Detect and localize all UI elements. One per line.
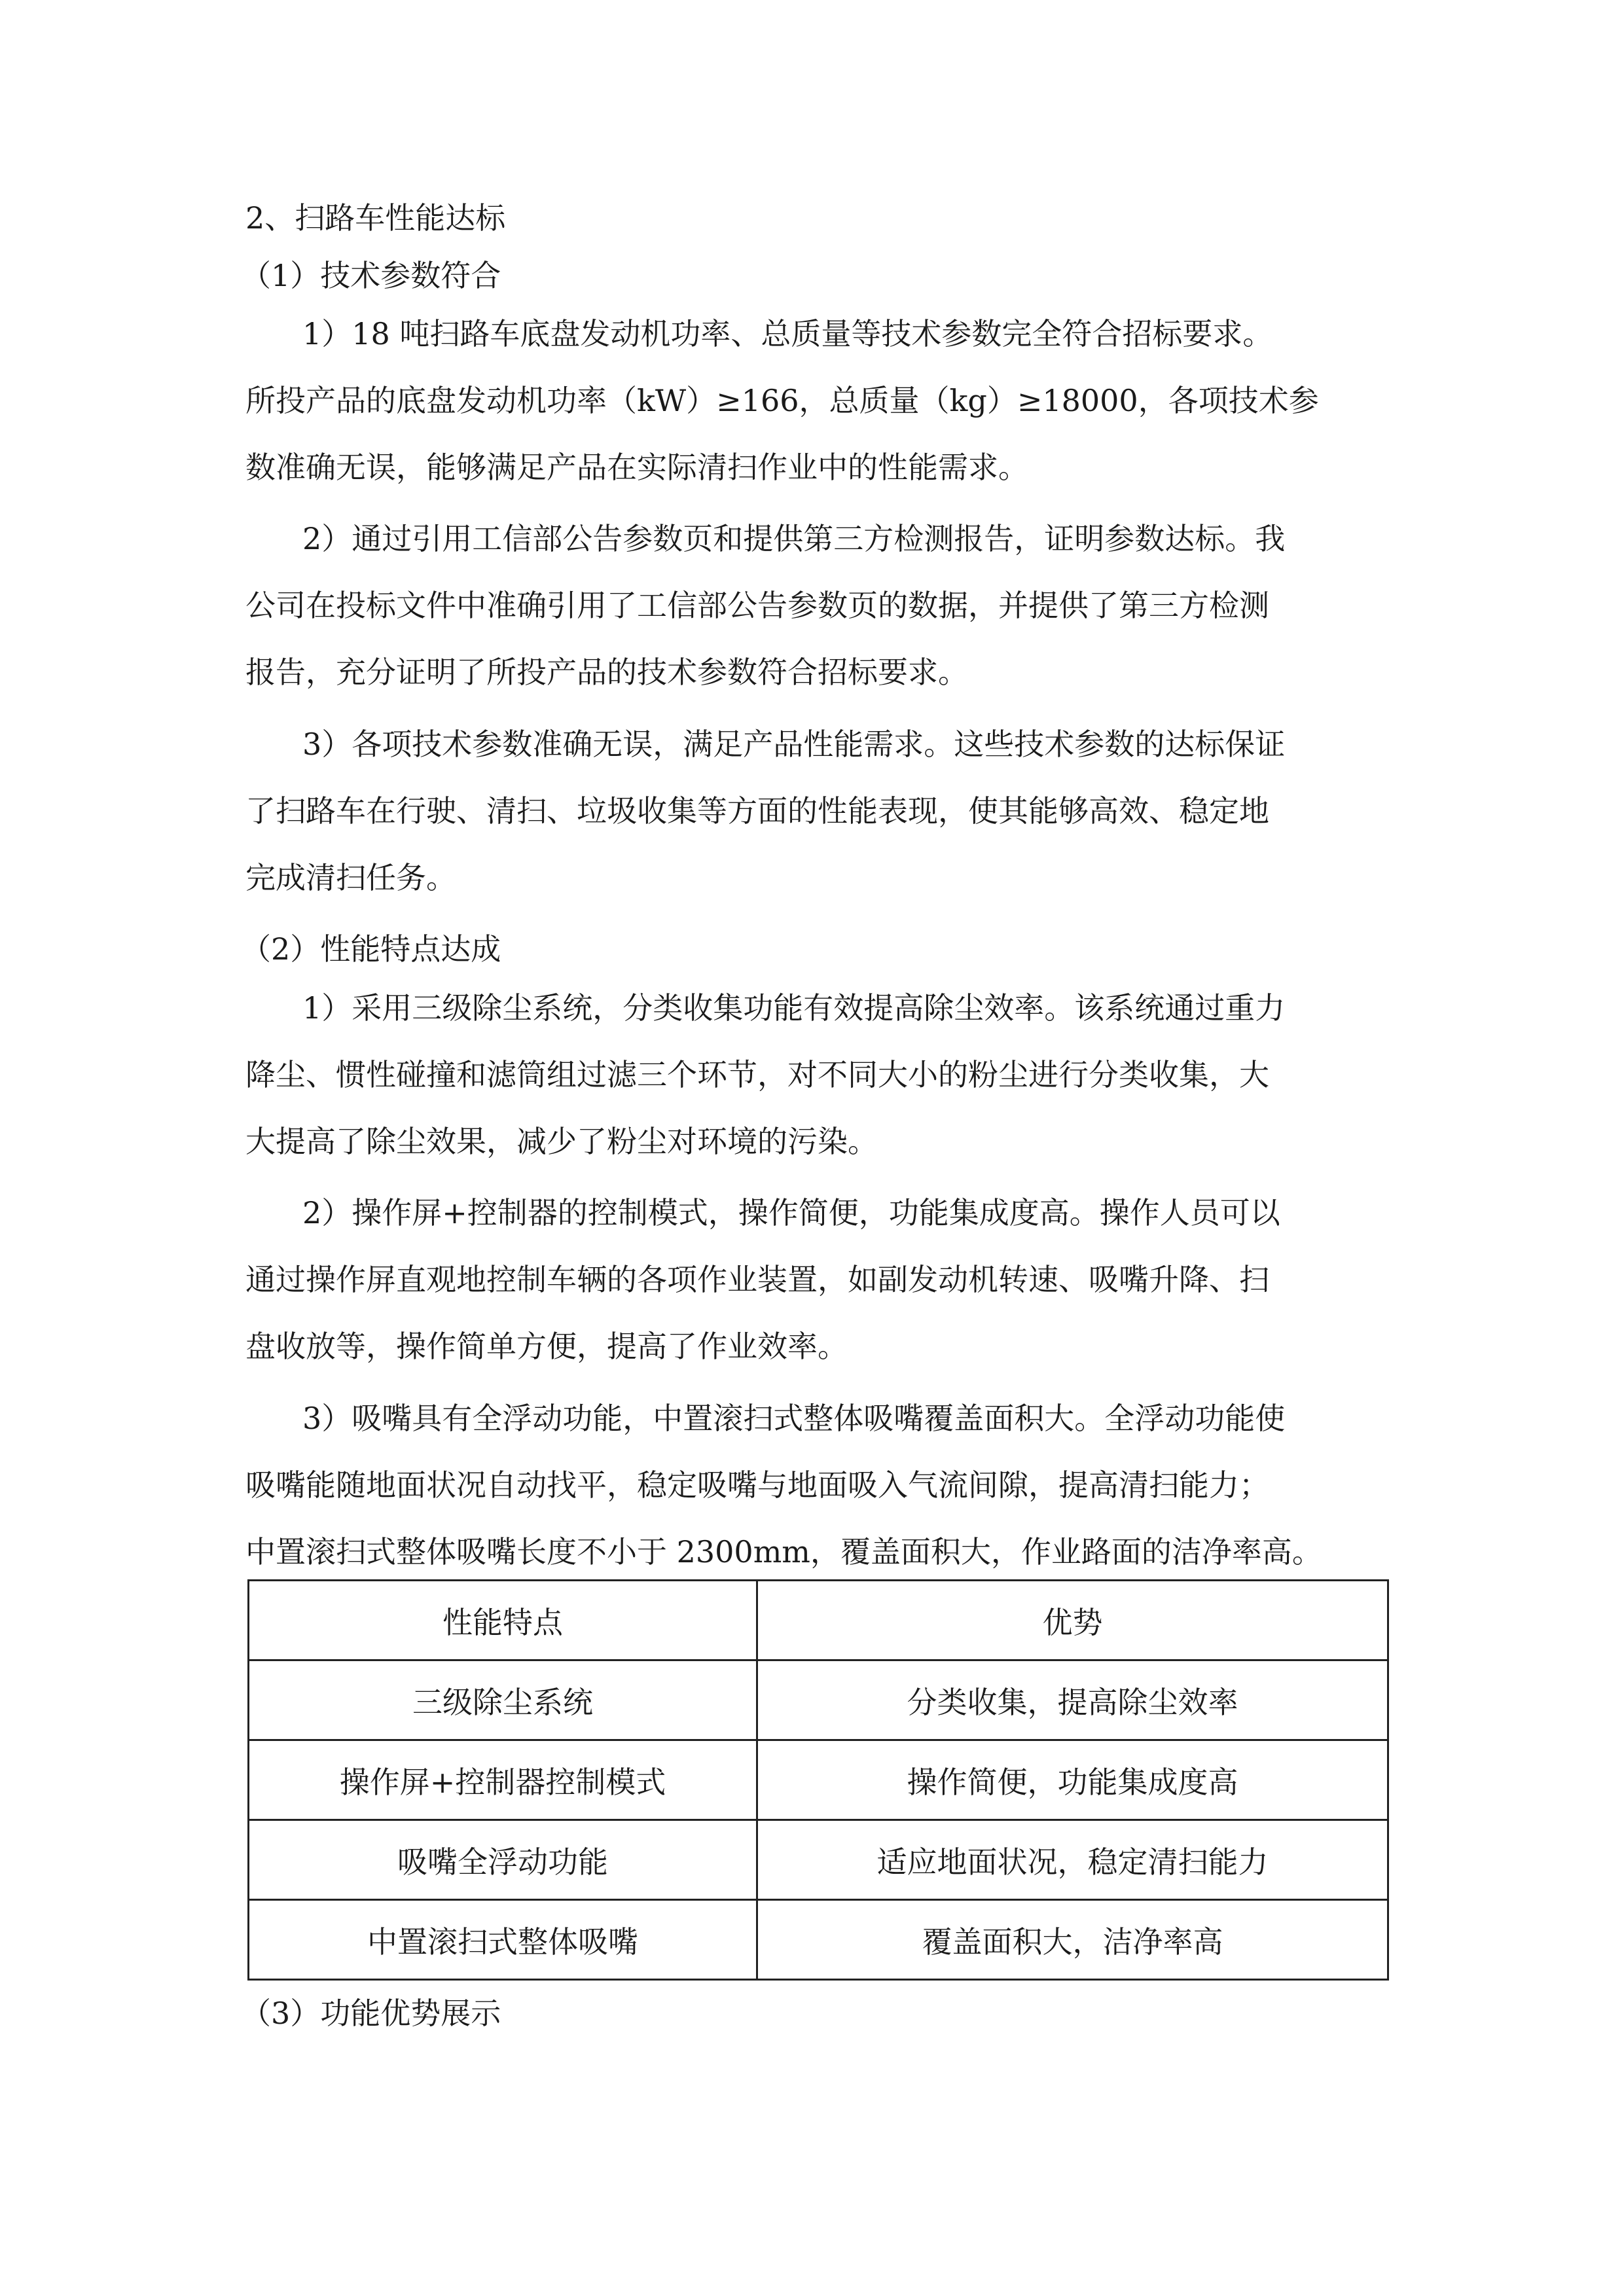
paragraph-line: 数准确无误，能够满足产品在实际清扫作业中的性能需求。 [245, 450, 1028, 485]
paragraph-line: 3）吸嘴具有全浮动功能，中置滚扫式整体吸嘴覆盖面积大。全浮动功能使 [302, 1401, 1286, 1436]
paragraph-line: 大提高了除尘效果，减少了粉尘对环境的污染。 [245, 1124, 878, 1159]
table-cell: 三级除尘系统 [249, 1660, 757, 1740]
paragraph-line: 所投产品的底盘发动机功率（kW）≥166，总质量（kg）≥18000，各项技术参 [245, 383, 1319, 418]
paragraph-line: 完成清扫任务。 [245, 860, 456, 895]
subsection-heading-2: （2）性能特点达成 [241, 931, 501, 967]
table-cell: 中置滚扫式整体吸嘴 [249, 1900, 757, 1980]
paragraph-line: 2）通过引用工信部公告参数页和提供第三方检测报告，证明参数达标。我 [302, 521, 1286, 556]
subsection-heading-1: （1）技术参数符合 [241, 258, 501, 293]
paragraph-line: 报告，充分证明了所投产品的技术参数符合招标要求。 [245, 655, 968, 690]
feature-table [247, 1579, 1389, 1981]
table-row [249, 1900, 1388, 1980]
paragraph-line: 吸嘴能随地面状况自动找平，稳定吸嘴与地面吸入气流间隙，提高清扫能力； [245, 1467, 1269, 1503]
paragraph-line: 降尘、惯性碰撞和滤筒组过滤三个环节，对不同大小的粉尘进行分类收集，大 [245, 1057, 1269, 1092]
table-header-cell: 性能特点 [249, 1581, 757, 1660]
table-header-cell: 优势 [757, 1581, 1388, 1660]
table-cell: 操作简便，功能集成度高 [757, 1740, 1388, 1820]
paragraph-line: 1）采用三级除尘系统，分类收集功能有效提高除尘效率。该系统通过重力 [302, 990, 1286, 1026]
table-cell: 操作屏+控制器控制模式 [249, 1740, 757, 1820]
paragraph-line: 通过操作屏直观地控制车辆的各项作业装置，如副发动机转速、吸嘴升降、扫 [245, 1262, 1269, 1297]
table-cell: 适应地面状况，稳定清扫能力 [757, 1820, 1388, 1900]
paragraph-line: 2）操作屏+控制器的控制模式，操作简便，功能集成度高。操作人员可以 [302, 1195, 1280, 1230]
table-cell: 分类收集，提高除尘效率 [757, 1660, 1388, 1740]
paragraph-line: 中置滚扫式整体吸嘴长度不小于 2300mm，覆盖面积大，作业路面的洁净率高。 [245, 1534, 1322, 1570]
paragraph-line: 3）各项技术参数准确无误，满足产品性能需求。这些技术参数的达标保证 [302, 726, 1286, 762]
table-row [249, 1820, 1388, 1900]
table-cell: 吸嘴全浮动功能 [249, 1820, 757, 1900]
section-title: 2、扫路车性能达标 [245, 200, 506, 236]
paragraph-line: 盘收放等，操作简单方便，提高了作业效率。 [245, 1329, 848, 1364]
table-header-row [249, 1581, 1388, 1660]
table-row [249, 1740, 1388, 1820]
paragraph-line: 了扫路车在行驶、清扫、垃圾收集等方面的性能表现，使其能够高效、稳定地 [245, 793, 1269, 829]
subsection-heading-3: （3）功能优势展示 [241, 1996, 501, 2031]
table-cell: 覆盖面积大，洁净率高 [757, 1900, 1388, 1980]
paragraph-line: 1）18 吨扫路车底盘发动机功率、总质量等技术参数完全符合招标要求。 [302, 316, 1273, 351]
paragraph-line: 公司在投标文件中准确引用了工信部公告参数页的数据，并提供了第三方检测 [245, 588, 1269, 623]
table-row [249, 1660, 1388, 1740]
